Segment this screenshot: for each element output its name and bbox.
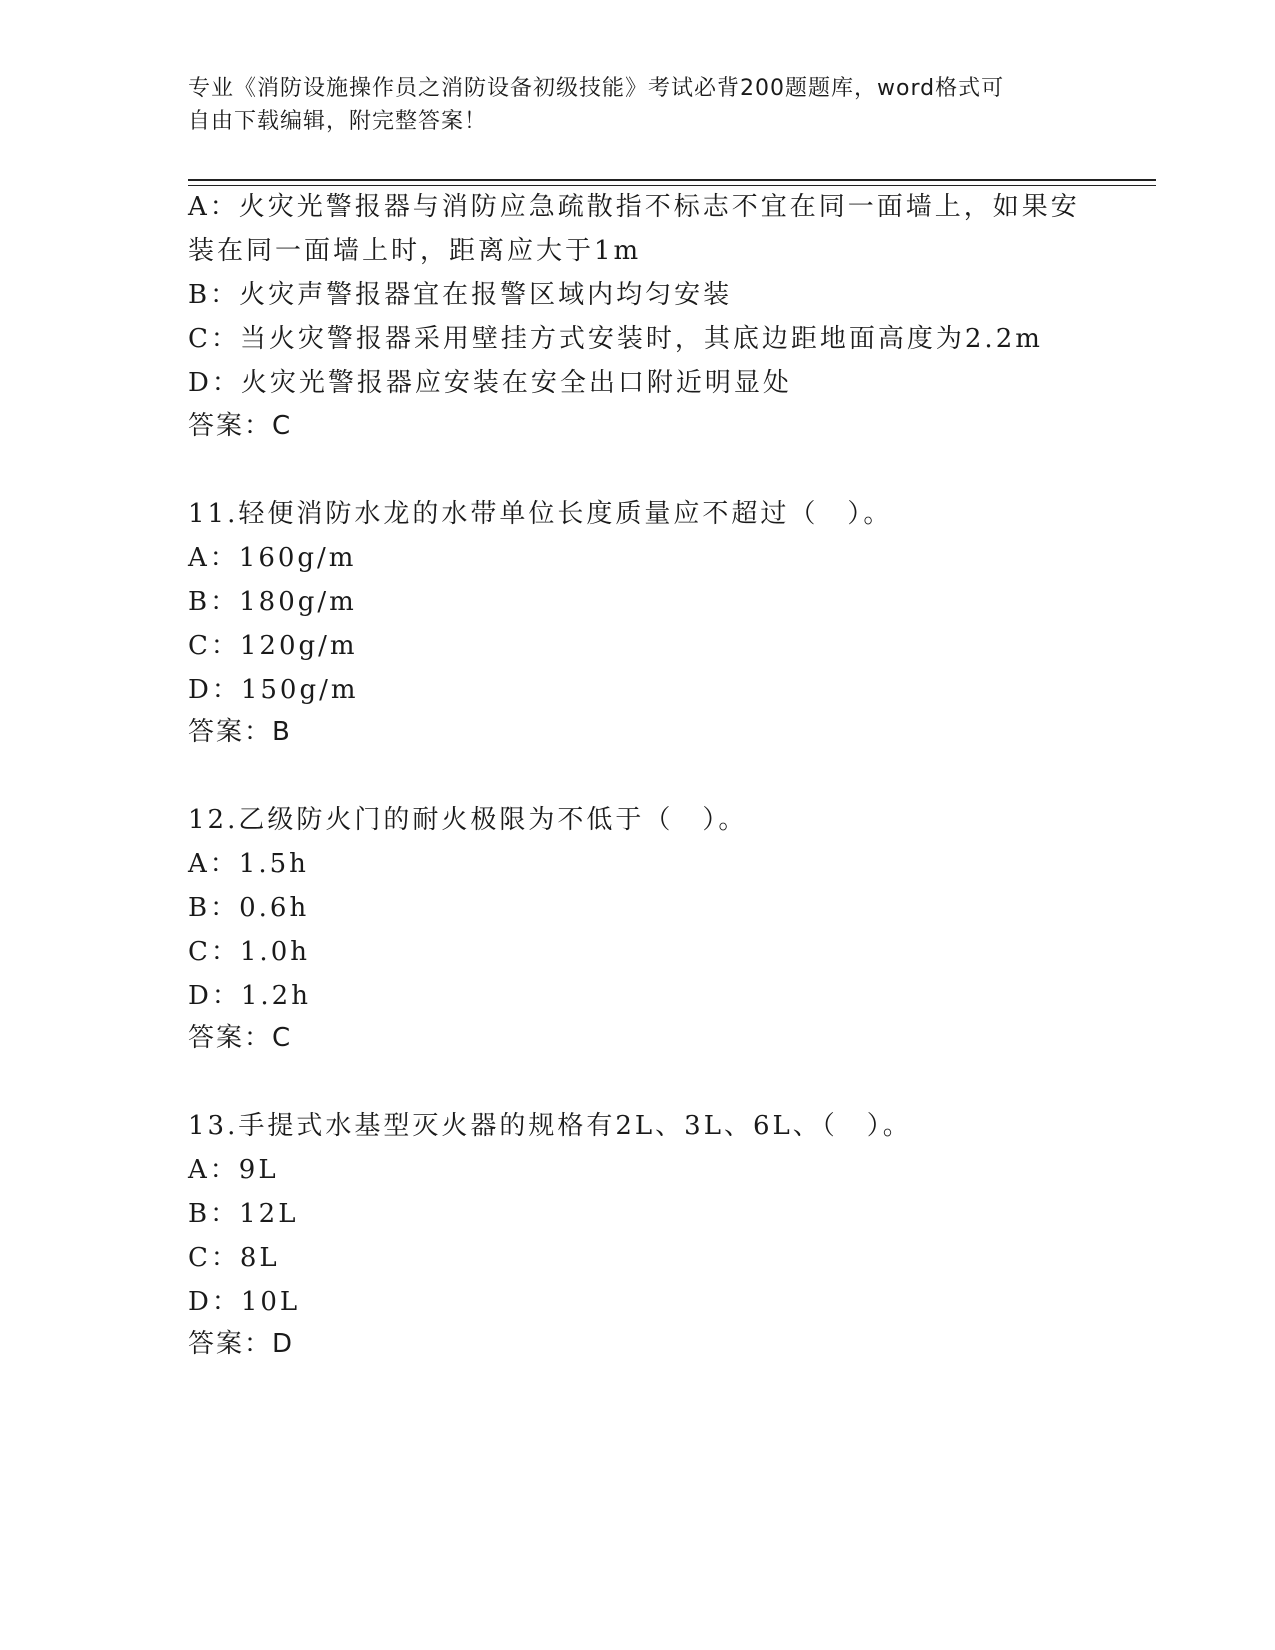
header-title-line-2: 自由下载编辑，附完整答案！ — [188, 109, 488, 134]
q11-option-d: D：150g/m — [188, 675, 359, 705]
q10-option-a-line-2: 装在同一面墙上时，距离应大于1m — [188, 236, 642, 266]
q13-option-d: D：10L — [188, 1287, 301, 1317]
q10-option-d: D：火灾光警报器应安装在安全出口附近明显处 — [188, 368, 792, 398]
q12-option-a: A：1.5h — [188, 849, 309, 879]
q13-option-a: A：9L — [188, 1155, 279, 1185]
q12-option-c: C：1.0h — [188, 937, 310, 967]
q12-answer: 答案：C — [188, 1023, 293, 1053]
q13-question: 13.手提式水基型灭火器的规格有2L、3L、6L、（ ）。 — [188, 1111, 912, 1141]
header-divider-thick — [188, 179, 1156, 181]
q11-question: 11.轻便消防水龙的水带单位长度质量应不超过（ ）。 — [188, 499, 893, 529]
q11-option-b: B：180g/m — [188, 587, 357, 617]
q13-option-c: C：8L — [188, 1243, 280, 1273]
q12-option-b: B：0.6h — [188, 893, 310, 923]
q10-option-a-line-1: A：火灾光警报器与消防应急疏散指不标志不宜在同一面墙上，如果安 — [188, 192, 1080, 222]
q13-answer: 答案：D — [188, 1329, 295, 1359]
q13-option-b: B：12L — [188, 1199, 299, 1229]
document-header — [188, 72, 1088, 138]
header-title-line-1: 专业《消防设施操作员之消防设备初级技能》考试必背200题题库，word格式可 — [188, 76, 1005, 101]
q11-answer: 答案：B — [188, 717, 292, 747]
q11-option-a: A：160g/m — [188, 543, 357, 573]
q10-answer: 答案：C — [188, 411, 293, 441]
q10-option-c: C：当火灾警报器采用壁挂方式安装时，其底边距地面高度为2.2m — [188, 324, 1043, 354]
q12-option-d: D：1.2h — [188, 981, 311, 1011]
q12-question: 12.乙级防火门的耐火极限为不低于（ ）。 — [188, 805, 748, 835]
q10-option-b: B：火灾声警报器宜在报警区域内均匀安装 — [188, 280, 733, 310]
q11-option-c: C：120g/m — [188, 631, 358, 661]
